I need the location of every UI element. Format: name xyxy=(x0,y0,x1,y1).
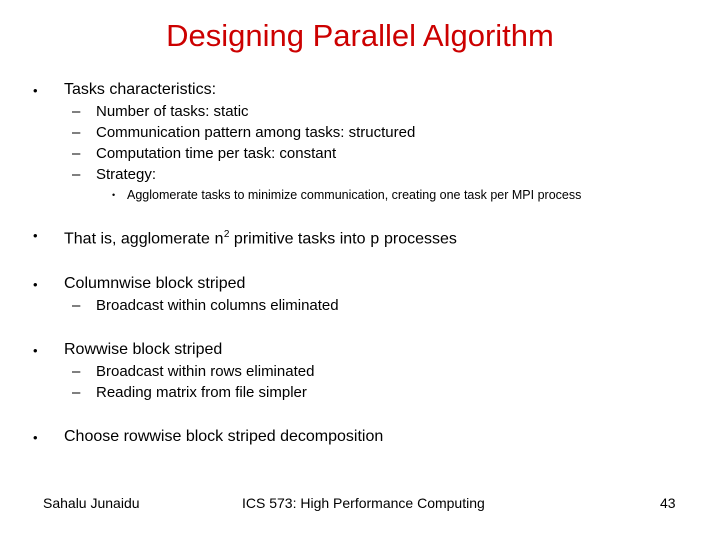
footer-course: ICS 573: High Performance Computing xyxy=(242,495,485,511)
agglomerate-mid: primitive tasks into xyxy=(229,230,370,248)
subitem-strategy: Strategy: xyxy=(96,166,157,183)
slide-title: Designing Parallel Algorithm xyxy=(166,18,554,53)
dash-icon: – xyxy=(72,103,81,120)
dash-icon: – xyxy=(72,145,81,162)
subitem-communication-pattern: Communication pattern among tasks: structured xyxy=(96,124,416,141)
bullet-icon: • xyxy=(33,228,38,243)
bullet-icon: • xyxy=(33,430,38,445)
strategy-detail: Agglomerate tasks to minimize communication, creating one task per MPI process xyxy=(127,188,582,202)
footer-page-number: 43 xyxy=(660,495,676,511)
item-rowwise: Rowwise block striped xyxy=(64,341,223,358)
var-p: p xyxy=(369,230,380,249)
agglomerate-suffix: processes xyxy=(379,230,457,248)
item-tasks-characteristics: Tasks characteristics: xyxy=(64,81,217,98)
dash-icon: – xyxy=(72,297,81,314)
agglomerate-prefix: That is, agglomerate xyxy=(64,230,215,248)
bullet-icon: • xyxy=(33,83,38,98)
subitem-broadcast-rows: Broadcast within rows eliminated xyxy=(96,363,315,380)
item-columnwise: Columnwise block striped xyxy=(64,275,246,292)
bullet-icon: • xyxy=(33,277,38,292)
item-choose-rowwise: Choose rowwise block striped decomposition xyxy=(64,428,384,445)
bullet-icon: • xyxy=(112,190,116,200)
bullet-icon: • xyxy=(33,343,38,358)
subitem-reading-matrix: Reading matrix from file simpler xyxy=(96,384,307,401)
var-n: n xyxy=(214,230,224,249)
exponent: 2 xyxy=(223,229,230,240)
footer-author: Sahalu Junaidu xyxy=(43,495,140,511)
dash-icon: – xyxy=(72,384,81,401)
dash-icon: – xyxy=(72,124,81,141)
subitem-computation-time: Computation time per task: constant xyxy=(96,145,337,162)
dash-icon: – xyxy=(72,166,81,183)
item-agglomerate xyxy=(64,225,457,249)
dash-icon: – xyxy=(72,363,81,380)
subitem-broadcast-columns: Broadcast within columns eliminated xyxy=(96,297,339,314)
subitem-number-of-tasks: Number of tasks: static xyxy=(96,103,249,120)
